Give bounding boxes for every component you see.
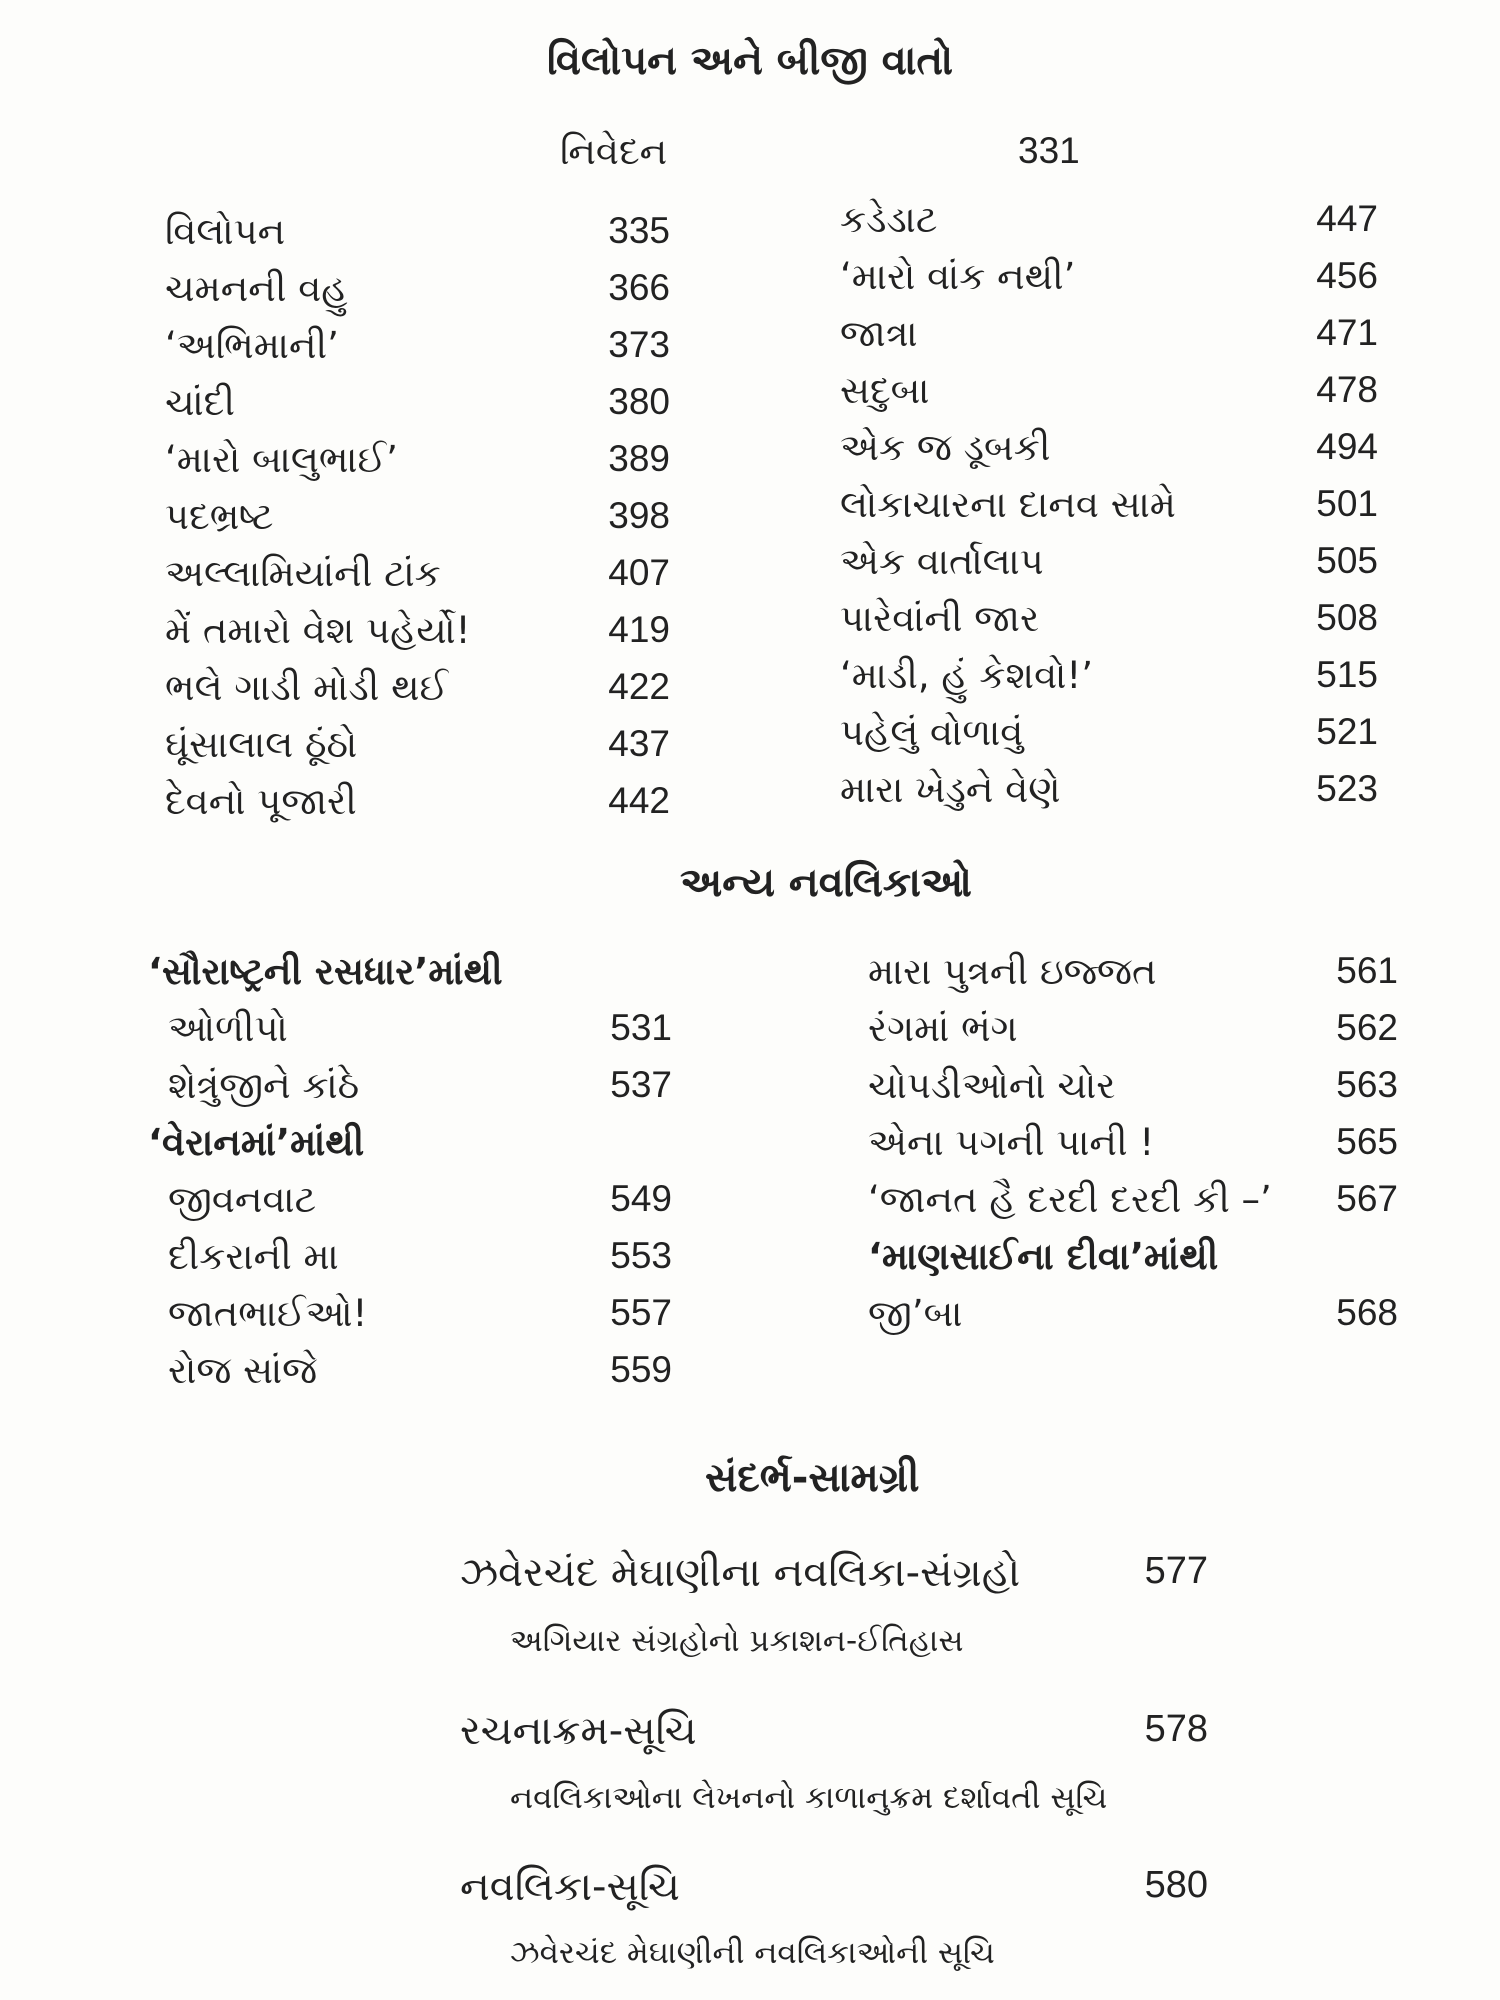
reference-description: ઝવેરચંદ મેઘાણીની નવલિકાઓની સૂચિ xyxy=(510,1935,995,1971)
intro-title: નિવેદન xyxy=(560,130,668,173)
reference-title: નવલિકા-સૂચિ xyxy=(460,1864,680,1910)
toc-item-page: 505 xyxy=(1316,540,1378,581)
toc-item-title: મારા પુત્રની ઇજ્જત xyxy=(868,950,1157,993)
toc-item-title: અલ્લામિયાંની ટાંક xyxy=(165,552,441,595)
section-heading-1: વિલોપન અને બીજી વાતો xyxy=(547,38,953,84)
toc-item-page: 380 xyxy=(608,381,670,422)
toc-item-title: એક જ ડૂબકી xyxy=(840,426,1051,469)
toc-item-page: 531 xyxy=(610,1007,672,1048)
reference-page: 578 xyxy=(1144,1708,1208,1750)
toc-item-page: 471 xyxy=(1316,312,1378,353)
toc-item-title: એક વાર્તાલાપ xyxy=(840,540,1044,583)
toc-item-page: 407 xyxy=(608,552,670,593)
toc-item-page: 389 xyxy=(608,438,670,479)
toc-item-page: 335 xyxy=(608,210,670,251)
toc-item-page: 501 xyxy=(1316,483,1378,524)
toc-item-title: ‘મારો બાલુભાઈ’ xyxy=(165,438,398,481)
toc-item-page: 398 xyxy=(608,495,670,536)
toc-item-title: પારેવાંની જાર xyxy=(840,597,1040,640)
toc-item-page: 568 xyxy=(1336,1292,1398,1333)
toc-item-title: જીવનવાટ xyxy=(168,1178,317,1221)
toc-item-page: 478 xyxy=(1316,369,1378,410)
reference-title: ઝવેરચંદ મેઘાણીના નવલિકા-સંગ્રહો xyxy=(460,1550,1021,1596)
toc-item-title: મેં તમારો વેશ પહેર્યો! xyxy=(165,609,471,652)
toc-item-page: 508 xyxy=(1316,597,1378,638)
reference-page: 580 xyxy=(1144,1864,1208,1906)
toc-item-page: 422 xyxy=(608,666,670,707)
toc-item-title: ચમનની વહુ xyxy=(165,267,348,310)
toc-item-page: 373 xyxy=(608,324,670,365)
reference-description: નવલિકાઓના લેખનનો કાળાનુક્રમ દર્શાવતી સૂચિ xyxy=(510,1780,1108,1816)
toc-item-page: 447 xyxy=(1316,198,1378,239)
toc-item-title: મારા ખેડુને વેણે xyxy=(840,768,1061,811)
toc-item-page: 494 xyxy=(1316,426,1378,467)
toc-item-title: રોજ સાંજે xyxy=(168,1349,318,1392)
toc-item-title: જાત્રા xyxy=(840,312,918,355)
toc-item-title: જી’બા xyxy=(868,1292,963,1335)
toc-item-page: 521 xyxy=(1316,711,1378,752)
toc-item-page: 562 xyxy=(1336,1007,1398,1048)
toc-item-title: ઘૂંસાલાલ ઠૂંઠો xyxy=(165,723,358,766)
toc-item-title: ‘માડી, હું કેશવો!’ xyxy=(840,654,1093,697)
toc-item-title: ચાંદી xyxy=(165,381,235,424)
toc-item-page: 366 xyxy=(608,267,670,308)
toc-item-page: 549 xyxy=(610,1178,672,1219)
toc-item-title: જાતભાઈઓ! xyxy=(168,1292,368,1335)
intro-page: 331 xyxy=(1018,130,1080,171)
toc-item-page: 537 xyxy=(610,1064,672,1105)
toc-item-title: રંગમાં ભંગ xyxy=(868,1007,1018,1050)
toc-item-page: 563 xyxy=(1336,1064,1398,1105)
reference-description: અગિયાર સંગ્રહોનો પ્રકાશન-ઈતિહાસ xyxy=(510,1623,964,1659)
toc-item-title: ‘જાનત હૈ દરદી દરદી કી –’ xyxy=(868,1178,1272,1221)
toc-item-title: વિલોપન xyxy=(165,210,286,253)
toc-item-title: ચોપડીઓનો ચોર xyxy=(868,1064,1116,1107)
toc-item-page: 419 xyxy=(608,609,670,650)
toc-item-page: 559 xyxy=(610,1349,672,1390)
toc-group-heading: ‘વેરાનમાં’માંથી xyxy=(148,1121,365,1164)
section-heading-2: અન્ય નવલિકાઓ xyxy=(680,860,972,906)
toc-item-title: ભલે ગાડી મોડી થઈ xyxy=(165,666,449,709)
toc-item-title: એના પગની પાની ! xyxy=(868,1121,1155,1164)
toc-item-page: 567 xyxy=(1336,1178,1398,1219)
toc-item-title: સદુબા xyxy=(840,369,930,412)
toc-item-page: 515 xyxy=(1316,654,1378,695)
toc-item-title: ‘મારો વાંક નથી’ xyxy=(840,255,1076,298)
toc-item-page: 437 xyxy=(608,723,670,764)
toc-item-title: દેવનો પૂજારી xyxy=(165,780,357,823)
toc-item-title: ઓળીપો xyxy=(168,1007,288,1050)
toc-item-title: ‘અભિમાની’ xyxy=(165,324,339,367)
toc-item-title: દીકરાની મા xyxy=(168,1235,339,1278)
toc-item-page: 523 xyxy=(1316,768,1378,809)
toc-item-page: 456 xyxy=(1316,255,1378,296)
toc-item-page: 553 xyxy=(610,1235,672,1276)
section-heading-3: સંદર્ભ-સામગ્રી xyxy=(705,1455,920,1501)
toc-item-title: કડેડાટ xyxy=(840,198,938,241)
toc-group-heading: ‘સૌરાષ્ટ્રની રસધાર’માંથી xyxy=(148,950,503,993)
toc-item-page: 565 xyxy=(1336,1121,1398,1162)
toc-item-page: 442 xyxy=(608,780,670,821)
toc-item-title: શેત્રુંજીને કાંઠે xyxy=(168,1064,360,1107)
toc-item-page: 557 xyxy=(610,1292,672,1333)
reference-page: 577 xyxy=(1144,1550,1208,1592)
toc-item-title: પદભ્રષ્ટ xyxy=(165,495,274,538)
reference-title: રચનાક્રમ-સૂચિ xyxy=(460,1708,697,1754)
toc-item-title: પહેલું વોળાવું xyxy=(840,711,1024,754)
toc-group-heading: ‘માણસાઈના દીવા’માંથી xyxy=(868,1235,1219,1278)
toc-item-title: લોકાચારના દાનવ સામે xyxy=(840,483,1176,526)
toc-item-page: 561 xyxy=(1336,950,1398,991)
